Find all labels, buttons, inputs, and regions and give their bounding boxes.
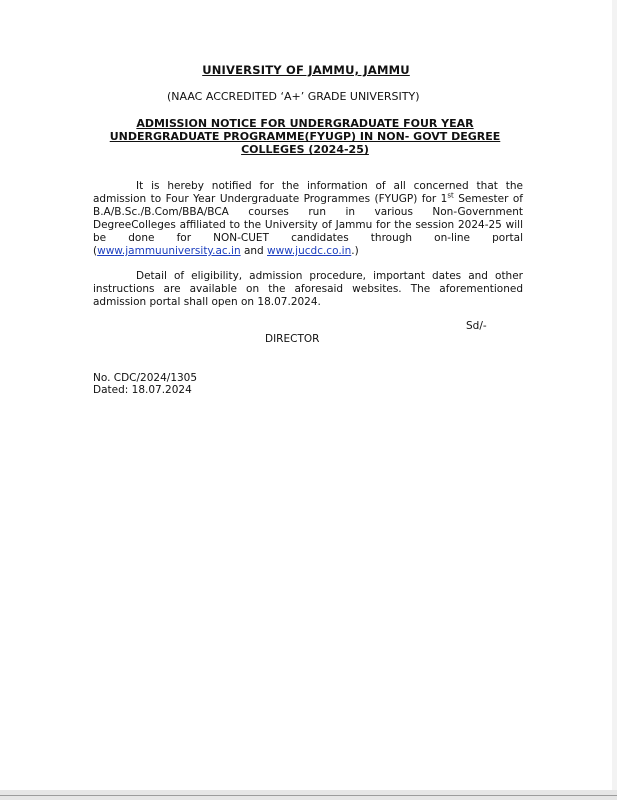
jammu-university-link[interactable]: www.jammuuniversity.ac.in [97, 245, 241, 257]
paragraph-1-text-a: It is hereby notified for the information of all concerned that the admission to Four Year Undergraduate Programmes (FYUGP) for 1 [93, 180, 523, 205]
paragraph-1-and: and [240, 245, 268, 257]
reference-number: No. CDC/2024/1305 [93, 372, 198, 384]
ordinal-suffix: st [447, 191, 454, 200]
signature-mark: Sd/- [466, 320, 487, 332]
accreditation-subtitle: (NAAC ACCREDITED ‘A+’ GRADE UNIVERSITY) [167, 90, 420, 103]
paragraph-1-end: .) [351, 245, 359, 257]
paragraph-1-text-b: Semester of B.A/B.Sc./B.Com/BBA/BCA courses run in various Non-Government DegreeColleges affiliated to the University of Jammu for the session 2024-25 will be done for NON-CUET candidates through on-line portal ( [93, 193, 523, 257]
jucdc-link[interactable]: www.jucdc.co.in [267, 245, 352, 257]
notice-date: Dated: 18.07.2024 [93, 384, 192, 396]
page-bottom-divider [0, 795, 617, 796]
university-title: UNIVERSITY OF JAMMU, JAMMU [202, 63, 410, 77]
page-right-margin [612, 0, 617, 790]
signatory-designation: DIRECTOR [265, 333, 320, 345]
notice-paragraph-1 [93, 180, 523, 258]
notice-paragraph-2: Detail of eligibility, admission procedure, important dates and other instructions are available on the aforesaid websites. The aforementioned admission portal shall open on 18.07.2024. [93, 270, 523, 308]
notice-heading: ADMISSION NOTICE FOR UNDERGRADUATE FOUR YEAR UNDERGRADUATE PROGRAMME(FYUGP) IN NON- GOVT DEGREE COLLEGES (2024-25) [109, 117, 501, 156]
